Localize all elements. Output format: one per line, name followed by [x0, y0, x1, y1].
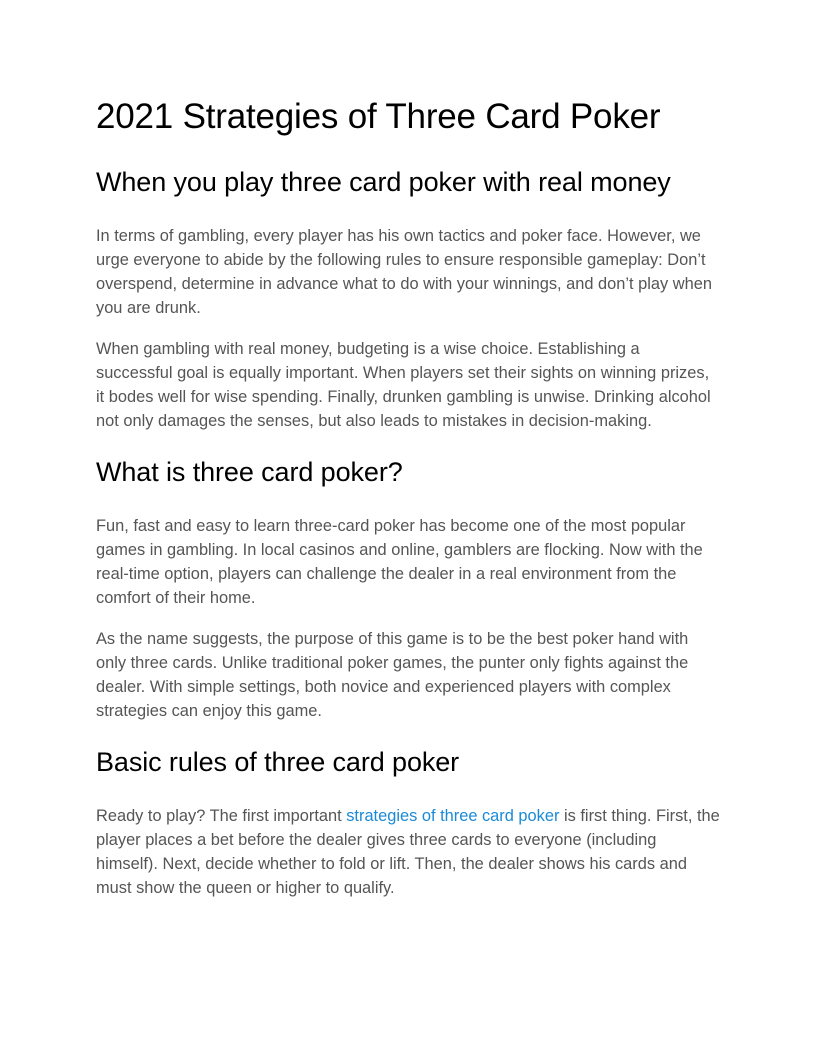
section-heading-real-money: When you play three card poker with real money: [96, 167, 671, 197]
paragraph-text: is first thing. First, the player places a bet before the dealer gives three cards to everyone (including himself). Next, decide whether to fold or lift. Then, the dealer shows his cards and must show the queen or higher to qualify.: [96, 807, 720, 897]
section-heading-what-is: What is three card poker?: [96, 457, 403, 487]
paragraph-with-link: [96, 804, 720, 900]
paragraph-text: Ready to play? The first important: [96, 807, 347, 825]
strategies-link[interactable]: strategies of three card poker: [346, 807, 560, 825]
paragraph: In terms of gambling, every player has his own tactics and poker face. However, we urge everyone to abide by the following rules to ensure responsible gameplay: Don’t overspend, determine in advance what to do with your winnings, and don’t play when you are drunk.: [96, 227, 712, 317]
paragraph: As the name suggests, the purpose of this game is to be the best poker hand with only three cards. Unlike traditional poker games, the punter only fights against the dealer. With simple settings, both novice and experienced players with complex strategies can enjoy this game.: [96, 630, 689, 720]
section-heading-basic-rules: Basic rules of three card poker: [96, 747, 460, 777]
paragraph: Fun, fast and easy to learn three-card poker has become one of the most popular games in gambling. In local casinos and online, gamblers are flocking. Now with the real-time option, players can challenge the dealer in a real environment from the comfort of their home.: [96, 517, 703, 607]
paragraph: When gambling with real money, budgeting is a wise choice. Establishing a successful goal is equally important. When players set their sights on winning prizes, it bodes well for wise spending. Finally, drunken gambling is unwise. Drinking alcohol not only damages the senses, but also leads to mistakes in decision-making.: [96, 340, 711, 430]
document-content: [96, 96, 720, 900]
page-title: 2021 Strategies of Three Card Poker: [96, 97, 661, 136]
